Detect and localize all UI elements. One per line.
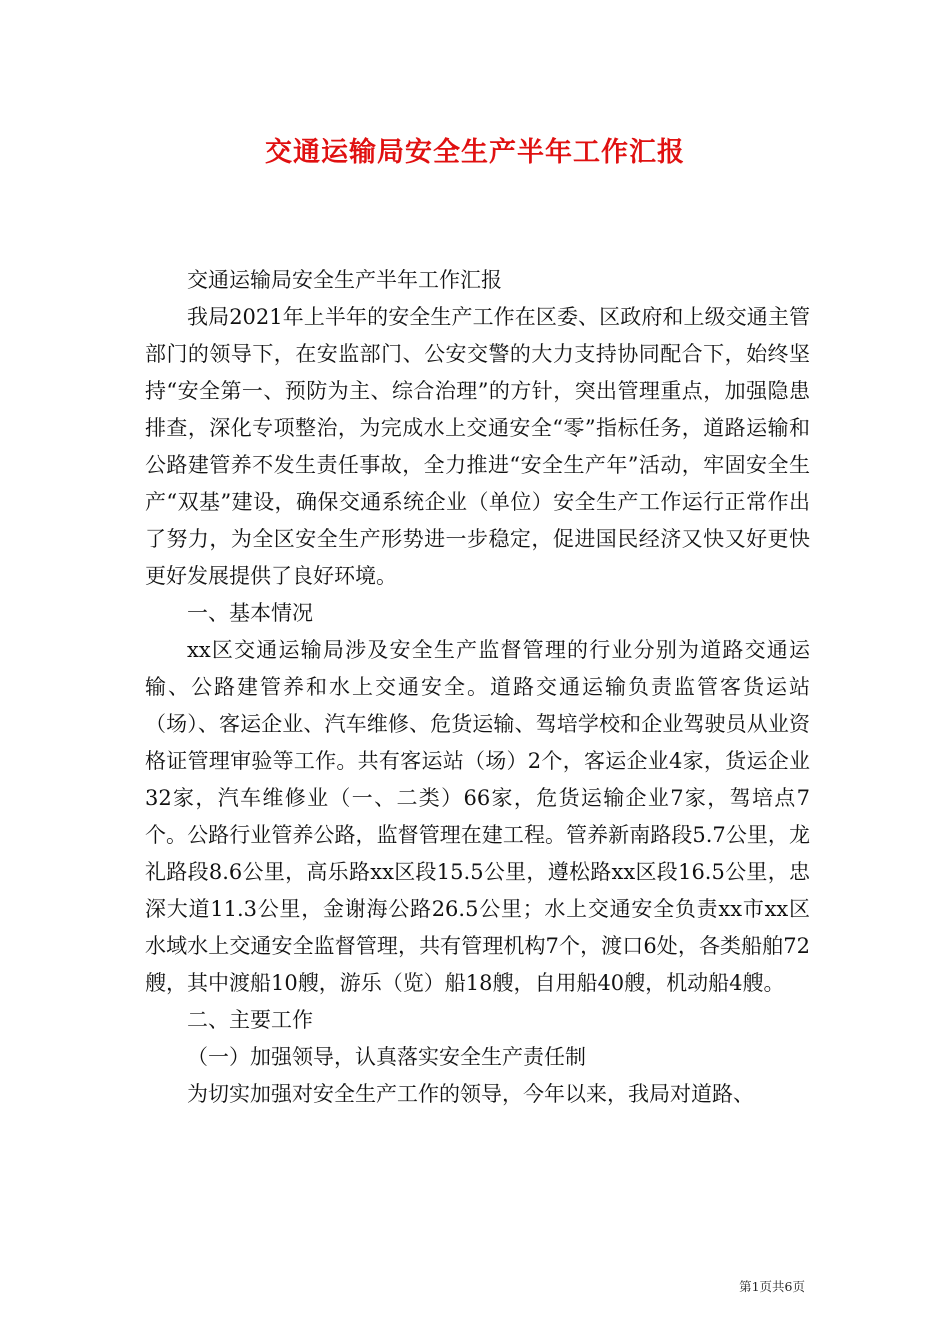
subsection-heading-leadership: （一）加强领导，认真落实安全生产责任制 <box>187 1045 586 1069</box>
paragraph-basic-info: xx区交通运输局涉及安全生产监督管理的行业分别为道路交通运输、公路建管养和水上交通安全。道路交通运输负责监管客货运站（场）、客运企业、汽车维修、危货运输、驾培学校和企业驾驶员从业资格证管理审验等工作。共有客运站（场）2个，客运企业4家，货运企业32家，汽车维修业（一、二类）66家，危货运输企业7家，驾培点7个。公路行业管养公路，监督管理在建工程。管养新南路段5.7公里，龙礼路段8.6公里，高乐路xx区段15.5公里，遵松路xx区段16.5公里，忠深大道11.3公里，金谢海公路26.5公里；水上交通安全负责xx市xx区水域水上交通安全监督管理，共有管理机构7个，渡口6处，各类船舶72艘，其中渡船10艘，游乐（览）船18艘，自用船40艘，机动船4艘。 <box>145 638 810 995</box>
document-title: 交通运输局安全生产半年工作汇报 <box>265 137 685 168</box>
section-heading-basic: 一、基本情况 <box>187 601 313 625</box>
paragraph-intro: 我局2021年上半年的安全生产工作在区委、区政府和上级交通主管部门的领导下，在安监部门、公安交警的大力支持协同配合下，始终坚持“安全第一、预防为主、综合治理”的方针，突出管理重点，加强隐患排查，深化专项整治，为完成水上交通安全“零”指标任务，道路运输和公路建管养不发生责任事故，全力推进“安全生产年”活动，牢固安全生产“双基”建设，确保交通系统企业（单位）安全生产工作运行正常作出了努力，为全区安全生产形势进一步稳定，促进国民经济又快又好更快更好发展提供了良好环境。 <box>145 305 810 588</box>
document-body <box>145 262 810 1113</box>
section-heading-main-work: 二、主要工作 <box>187 1008 313 1032</box>
paragraph-leadership: 为切实加强对安全生产工作的领导，今年以来，我局对道路、 <box>187 1082 754 1106</box>
page-number: 第1页共6页 <box>739 1279 805 1294</box>
paragraph-heading: 交通运输局安全生产半年工作汇报 <box>187 268 502 292</box>
